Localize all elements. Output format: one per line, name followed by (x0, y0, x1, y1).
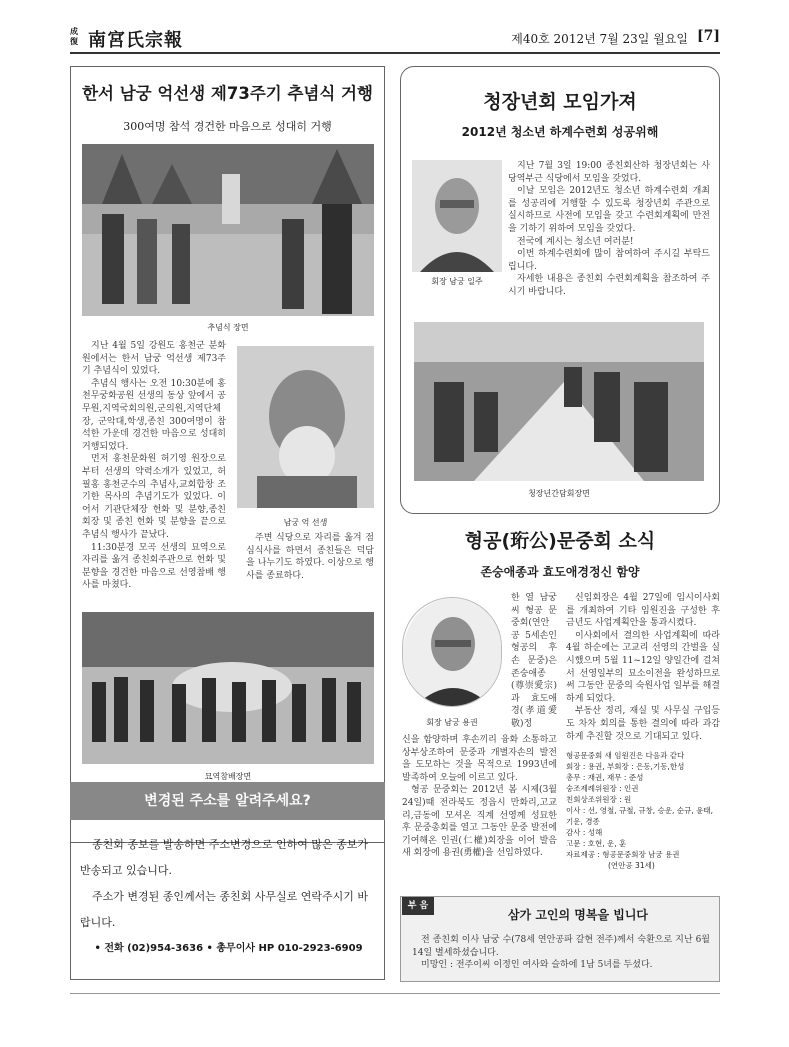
officers-intro: 형공문중회 새 임원진은 다음과 같다 (566, 751, 685, 760)
officers-advisors: 고문 : 호현, 운, 훈 (566, 839, 627, 848)
paper-name: 南宮氏宗報 (88, 30, 183, 51)
masthead (70, 26, 720, 50)
youth-para-4: 이번 하계수련회에 많이 참여하여 주시길 부탁드립니다. (508, 249, 710, 272)
clan-col2-para-2: 이사회에서 결의한 사업계획에 따라 4월 하순에는 고교리 선영의 간벌을 실시했으며 5월 11~12일 양일간에 걸쳐서 선영일부의 묘소이전을 완성하므로써 그동안 문중의 숙원사업 일부를 해결하게 되었다. (566, 630, 720, 704)
youth-para-2: 이날 모임은 2012년도 청소년 하계수련회 개최를 성공리에 거행할 수 있도록 청장년회 주관으로 실시하므로 사전에 모임을 갖고 수련회계획에 만전을 기하기 위하여 모임을 갖었다. (508, 186, 710, 234)
portrait-namgung-yonggwon (402, 597, 502, 707)
officers-directors: 이사 : 선, 영철, 규철, 규창, 승운, 순규, 윤태, 기운, 경종 (566, 806, 713, 826)
portrait-caption: 남궁 억 선생 (283, 518, 328, 527)
obituary-body (412, 934, 710, 972)
youth-para-5: 자세한 내용은 종친회 수련회계획을 참조하여 주시기 바랍니다. (508, 274, 710, 297)
memorial-para-3: 먼저 홍천문화원 허기영 원장으로부터 선생의 약력소개가 있었고, 허필홍 홍천군수의 추념사,교회합창 조기한 목사의 추념기도가 있었다. 이어서 기관단체장 헌화 및 분향,종친회장 및 종친 헌화 및 분향을 끝으로 추념식 행사가 끝났다. (82, 454, 226, 540)
logo-small-bottom: 復 (70, 36, 78, 46)
article-memorial-title: 한서 남궁 억선생 제73주기 추념식 거행 (82, 84, 373, 103)
officers-mutual-aid: 친회상조위원장 : 원 (566, 795, 632, 804)
officers-rites: 숭조제례위원장 : 인권 (566, 784, 639, 793)
officers-president: 회장 : 용권, 부회장 : 은동,기동,한성 (566, 762, 685, 771)
portrait-namgung-eok (237, 346, 374, 508)
officers-secretary: 총무 : 재권, 재무 : 준성 (566, 773, 644, 782)
memorial-para-2: 추념식 행사는 오전 10:30분에 홍천무궁화공원 선생의 동상 앞에서 공무원,지역국회의원,군의원,지역단체장, 군악대,학생,종친 300여명이 참석한 가운데 경건한 마음으로 성대히 거행되었다. (82, 378, 226, 452)
address-notice-contact: • 전화 (02)954-3636 • 총무이사 HP 010-2923-6909 (94, 943, 363, 954)
grave-visit-photo (82, 612, 374, 764)
memorial-body-right: 주변 식당으로 자리를 옮겨 점심식사를 하면서 종친들은 덕담을 나누기도 하였다. 이상으로 행사를 종료하다. (246, 533, 374, 581)
logo-small-top: 成 (70, 26, 78, 36)
memorial-photo-caption: 추념식 장면 (207, 323, 249, 332)
page-number: [7] (697, 28, 720, 44)
officers-auditor: 감사 : 성해 (566, 828, 603, 837)
officers-source: 자료제공 : 형공문중회장 남궁 용권 (566, 850, 680, 859)
youth-meeting-title: 청장년회 모임가져 (483, 91, 637, 113)
clan-col2-para-3: 부동산 정리, 재실 및 사무실 구입등도 차차 회의를 통한 결의에 따라 과감하게 추진할 것으로 기대되고 있다. (566, 706, 720, 742)
youth-portrait-caption: 회장 남궁 일주 (431, 277, 483, 286)
memorial-body-left (82, 340, 226, 592)
youth-meeting-subtitle: 2012년 청소년 하계수련회 성공위해 (461, 125, 659, 139)
header-rule (70, 52, 720, 54)
officers-source-note: (연안공 31세) (608, 861, 655, 870)
clan-portrait-caption: 회장 남궁 용권 (426, 718, 478, 727)
youth-para-3: 전국에 계시는 청소년 여러분! (517, 236, 634, 247)
memorial-ceremony-photo (82, 144, 374, 316)
address-notice-title: 변경된 주소를 알려주세요? (144, 793, 311, 809)
memorial-para-1: 지난 4월 5일 강원도 홍천군 분화원에서는 한서 남궁 억선생 제73주기 추념식이 있었다. (82, 341, 226, 377)
memorial-para-4: 11:30분경 모곡 선생의 묘역으로 자리를 옮겨 종친회주관으로 헌화 및 분향을 경건한 마음으로 선영참배 행사를 마쳤다. (82, 542, 226, 591)
footer-rule (70, 993, 720, 994)
clan-news-col1-narrow: 한 열 남궁씨 형공 문중회(연안공 5세손인 형공의 후손 문중)은 존숭애종(尊崇愛宗)과 효도애경(孝道愛敬)정 (511, 593, 557, 729)
address-notice-line1: 종친회 종보를 발송하면 주소변경으로 인하여 많은 종보가 반송되고 있습니다. (80, 838, 369, 877)
obituary-title: 삼가 고인의 명복을 빕니다 (507, 908, 649, 922)
issue-info: 제40호 2012년 7월 23일 월요일 (511, 32, 688, 46)
portrait-namgung-ilju (412, 160, 502, 272)
youth-meeting-body (508, 160, 710, 299)
youth-para-1: 지난 7월 3일 19:00 종친회산하 청장년회는 사당역부근 식당에서 모임을 갖었다. (508, 161, 710, 184)
clan-para-2: 형공 문중회는 2012년 봄 시제(3월 24일)때 전라북도 정읍시 만화리,고교리,금동에 모셔온 직계 선영께 성묘한 후 문중총회를 열고 그동안 문중 발전에 기여해온 인권(仁權)회장을 이어 발음 새 회장에 용권(勇權)을 선임하였다. (402, 785, 557, 859)
article-memorial-subtitle: 300여명 참석 경건한 마음으로 성대히 거행 (123, 120, 332, 133)
address-notice-header (70, 782, 385, 820)
address-notice-line2: 주소가 변경된 종인께서는 종친회 사무실로 연락주시기 바랍니다. (80, 890, 369, 929)
youth-meeting-photo (414, 322, 704, 481)
clan-news-col2 (566, 592, 720, 743)
youth-meeting-photo-caption: 청장년간담회장면 (528, 489, 590, 498)
obituary-tag: 부 음 (402, 897, 434, 915)
obituary-line2: 미망인 : 전주이씨 이정인 여사와 슬하에 1남 5녀를 두셨다. (421, 960, 653, 971)
obituary-line1: 전 종친회 이사 남궁 수(78세 연안공파 갈현 전주)께서 숙환으로 지난 6월 14일 별세하셨습니다. (412, 935, 710, 958)
clan-col2-para-1: 신임회장은 4월 27일에 임시이사회를 개최하여 기타 임원진을 구성한 후 금년도 사업계획안을 통과시켰다. (566, 593, 720, 629)
grave-visit-caption: 묘역참배장면 (204, 772, 252, 781)
clan-officers-list (566, 750, 720, 871)
address-notice-body (80, 832, 377, 962)
clan-para-1: 신을 함양하며 후손끼리 융화 소통하고 상부상조하여 문중과 개별자손의 발전을 도모하는 것을 목적으로 1993년에 발족하여 오늘에 이르고 있다. (402, 735, 557, 783)
clan-news-title: 형공(珩公)문중회 소식 (464, 530, 656, 552)
clan-news-subtitle: 존숭애종과 효도애경정신 함양 (480, 565, 640, 579)
clan-news-col1-full (402, 734, 557, 860)
